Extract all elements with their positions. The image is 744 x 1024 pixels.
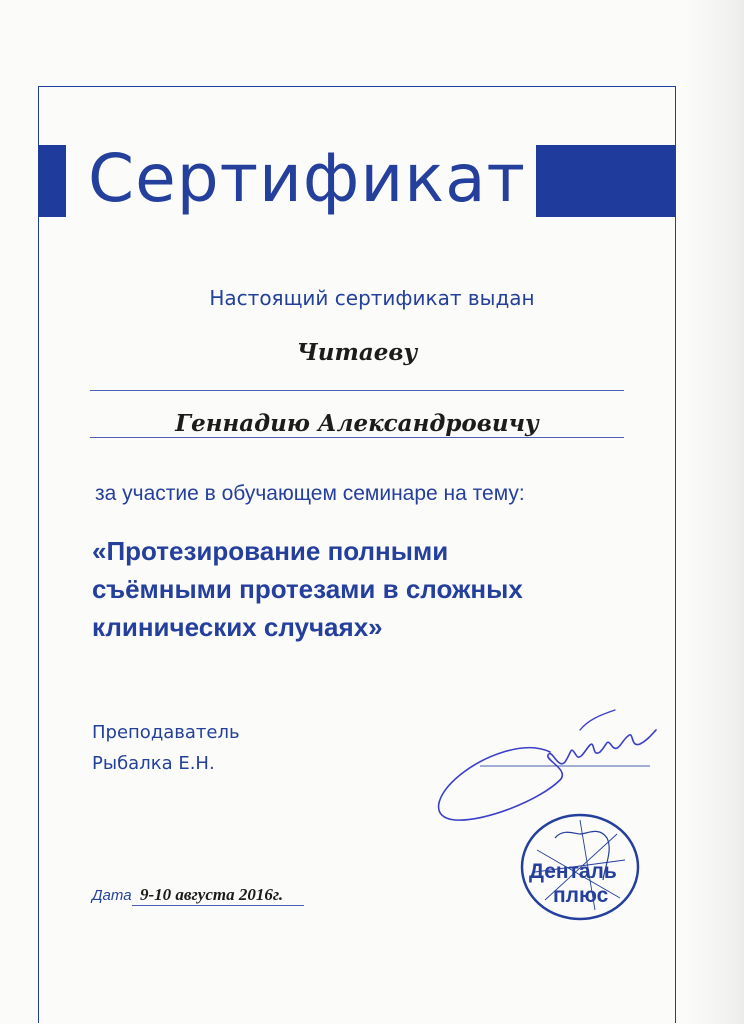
paper-shadow	[684, 0, 744, 1024]
recipient-name: Геннадию Александровичу	[175, 410, 539, 437]
name-underline	[90, 437, 624, 438]
date-value: 9-10 августа 2016г.	[140, 885, 284, 904]
instructor-name: Рыбалка Е.Н.	[92, 753, 215, 774]
seminar-topic	[92, 532, 652, 646]
dental-plus-logo	[515, 810, 645, 925]
issued-to-text: Настоящий сертификат выдан	[209, 286, 535, 310]
topic-line: клинических случаях»	[92, 612, 383, 642]
certificate-title: Сертификат	[88, 140, 527, 217]
logo-text-bottom: плюс	[553, 884, 609, 907]
surname-underline	[90, 390, 624, 391]
title-bar-left	[38, 145, 66, 217]
topic-line: «Протезирование полными	[92, 536, 449, 566]
logo-text-top: Денталь	[529, 860, 617, 883]
date-label: Дата	[92, 887, 132, 904]
instructor-label: Преподаватель	[92, 722, 240, 743]
date-underline	[132, 905, 304, 906]
topic-line: съёмными протезами в сложных	[92, 574, 523, 604]
participation-text: за участие в обучающем семинаре на тему:	[95, 482, 525, 505]
title-bar-right	[536, 145, 675, 217]
recipient-surname: Читаеву	[296, 339, 418, 366]
